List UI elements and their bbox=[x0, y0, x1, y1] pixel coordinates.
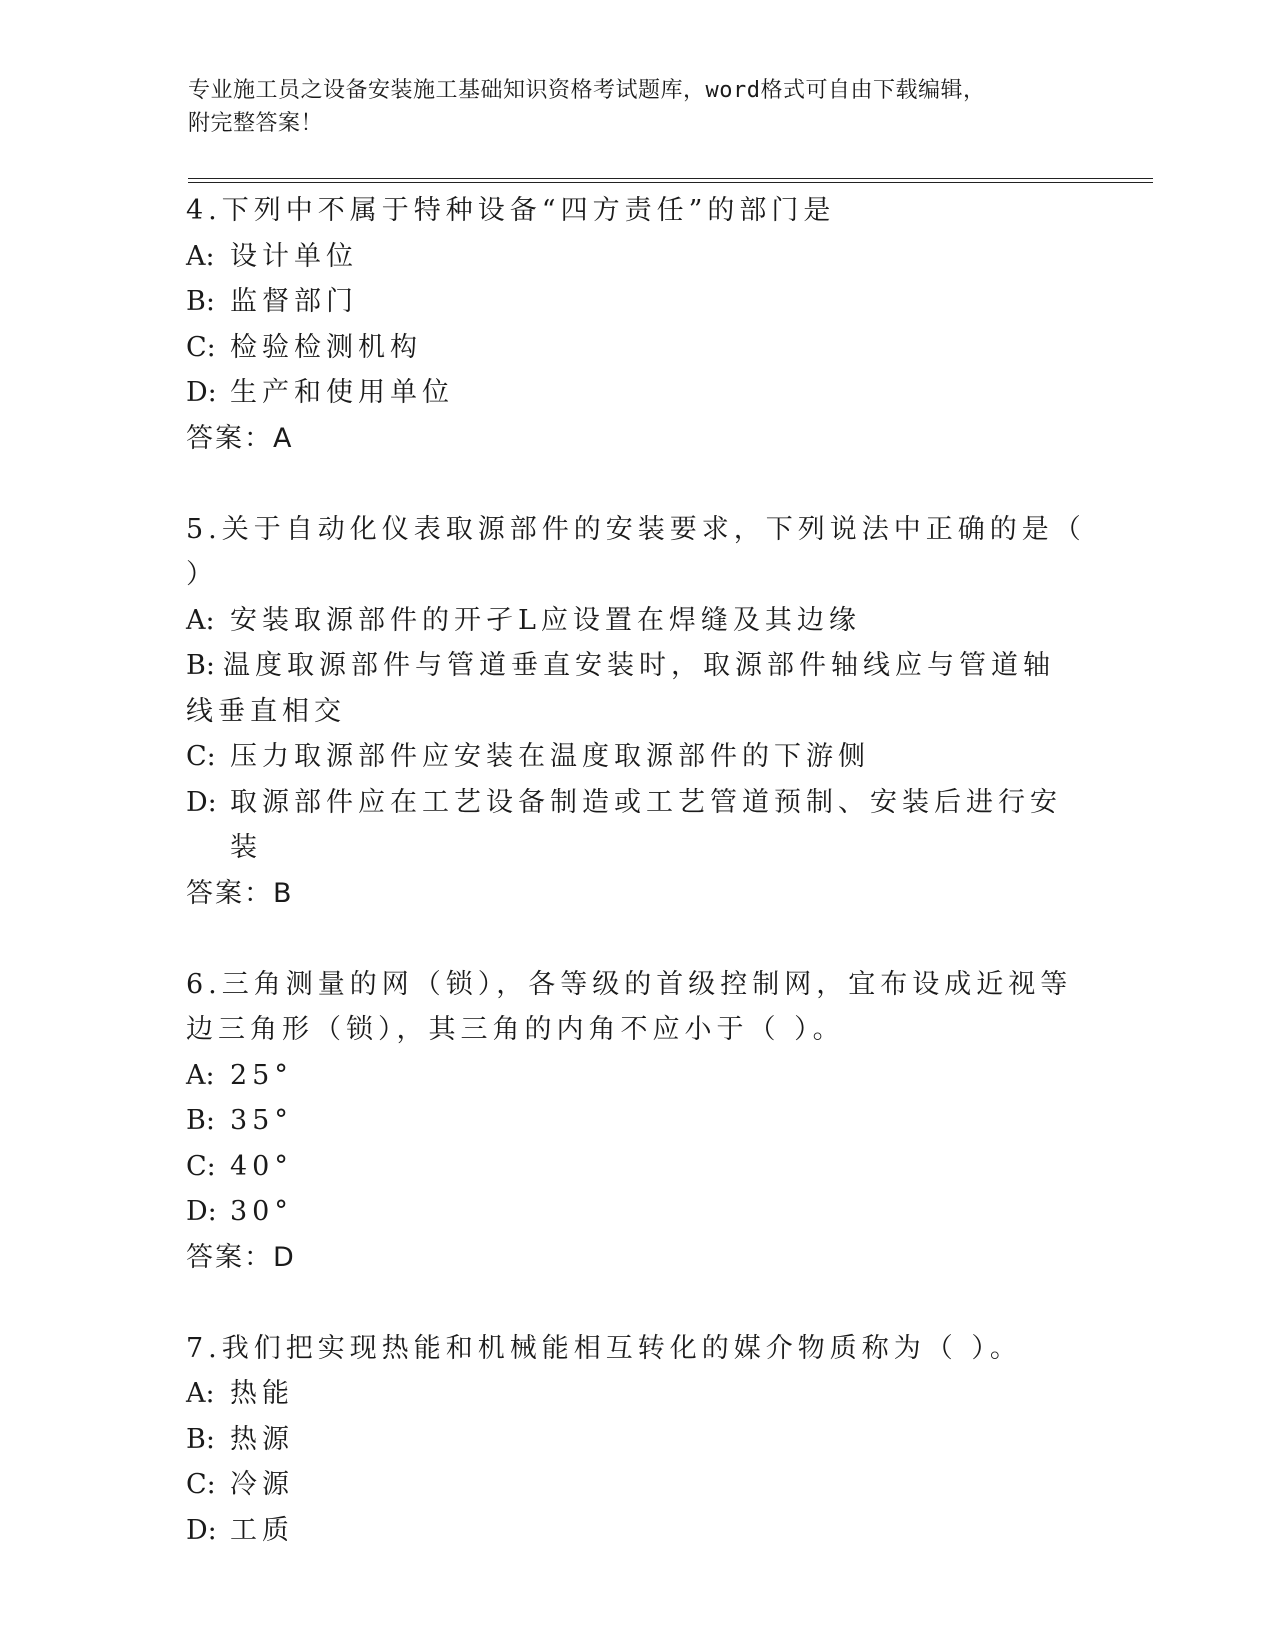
option-letter: D: bbox=[186, 377, 217, 408]
header-divider-top bbox=[188, 178, 1153, 179]
option-letter: B: bbox=[186, 650, 215, 681]
option-letter: D: bbox=[186, 1514, 217, 1546]
option-letter: A: bbox=[186, 240, 215, 272]
header-divider-bottom bbox=[188, 182, 1153, 183]
option-letter: B: bbox=[186, 286, 215, 317]
question-stem: 7.我们把实现热能和机械能相互转化的媒介物质称为（ ）。 bbox=[186, 1332, 1022, 1364]
question-4 bbox=[186, 188, 1086, 461]
option-letter: B: bbox=[186, 1423, 215, 1455]
option-text: 40° bbox=[230, 1150, 293, 1182]
option-text: 监督部门 bbox=[230, 286, 358, 317]
option-b bbox=[186, 1417, 1086, 1463]
question-gap bbox=[186, 916, 1086, 962]
option-b bbox=[186, 643, 1086, 734]
option-c bbox=[186, 1462, 1086, 1508]
option-b bbox=[186, 1098, 1086, 1144]
answer-line: 答案：B bbox=[186, 877, 294, 909]
option-text: 25° bbox=[230, 1059, 293, 1091]
option-text: 冷源 bbox=[230, 1469, 294, 1500]
option-c bbox=[186, 734, 1086, 780]
option-text: 生产和使用单位 bbox=[230, 377, 454, 408]
option-text: 取源部件应在工艺设备制造或工艺管道预制、安装后进行安装 bbox=[230, 786, 1062, 863]
option-c bbox=[186, 1144, 1086, 1190]
answer-line: 答案：A bbox=[186, 422, 294, 454]
option-text: 热源 bbox=[230, 1423, 294, 1455]
question-stem: 4.下列中不属于特种设备“四方责任”的部门是 bbox=[186, 195, 836, 226]
option-b bbox=[186, 279, 1086, 325]
option-a bbox=[186, 1371, 1086, 1417]
option-a bbox=[186, 1053, 1086, 1099]
question-6 bbox=[186, 962, 1086, 1281]
question-5 bbox=[186, 507, 1086, 917]
option-letter: A: bbox=[186, 1059, 215, 1091]
option-letter: A: bbox=[186, 1378, 215, 1409]
option-d bbox=[186, 1508, 1086, 1554]
option-letter: A: bbox=[186, 604, 215, 636]
document-header bbox=[188, 74, 1088, 140]
question-7 bbox=[186, 1326, 1086, 1554]
option-letter: D: bbox=[186, 786, 217, 818]
option-letter: D: bbox=[186, 1196, 217, 1227]
answer-line: 答案：D bbox=[186, 1241, 296, 1273]
option-letter: C: bbox=[186, 741, 216, 772]
option-text: 设计单位 bbox=[230, 240, 358, 272]
option-a bbox=[186, 234, 1086, 280]
option-letter: C: bbox=[186, 331, 216, 363]
option-text: 工质 bbox=[230, 1514, 294, 1546]
header-line-2: 附完整答案！ bbox=[188, 111, 324, 136]
option-d bbox=[186, 780, 1086, 871]
question-gap bbox=[186, 461, 1086, 507]
option-a bbox=[186, 598, 1086, 644]
option-text: 检验检测机构 bbox=[230, 331, 422, 363]
option-letter: B: bbox=[186, 1105, 215, 1136]
option-text: 30° bbox=[230, 1196, 293, 1227]
question-gap bbox=[186, 1280, 1086, 1326]
option-text: 热能 bbox=[230, 1378, 294, 1409]
option-text: 温度取源部件与管道垂直安装时，取源部件轴线应与管道轴线垂直相交 bbox=[186, 650, 1055, 727]
question-list bbox=[186, 188, 1086, 1553]
option-d bbox=[186, 1189, 1086, 1235]
option-letter: C: bbox=[186, 1469, 216, 1500]
option-text: 35° bbox=[230, 1105, 293, 1136]
question-stem: 6.三角测量的网（锁），各等级的首级控制网，宜布设成近视等边三角形（锁），其三角的内角不应小于（ ）。 bbox=[186, 968, 1073, 1045]
option-letter: C: bbox=[186, 1150, 216, 1182]
option-c bbox=[186, 325, 1086, 371]
option-d bbox=[186, 370, 1086, 416]
question-stem: 5.关于自动化仪表取源部件的安装要求，下列说法中正确的是（ ） bbox=[186, 513, 1086, 590]
option-text: 安装取源部件的开孑L应设置在焊缝及其边缘 bbox=[230, 604, 861, 636]
option-text: 压力取源部件应安装在温度取源部件的下游侧 bbox=[230, 741, 870, 772]
header-line-1: 专业施工员之设备安装施工基础知识资格考试题库，word格式可自由下载编辑， bbox=[188, 78, 986, 103]
